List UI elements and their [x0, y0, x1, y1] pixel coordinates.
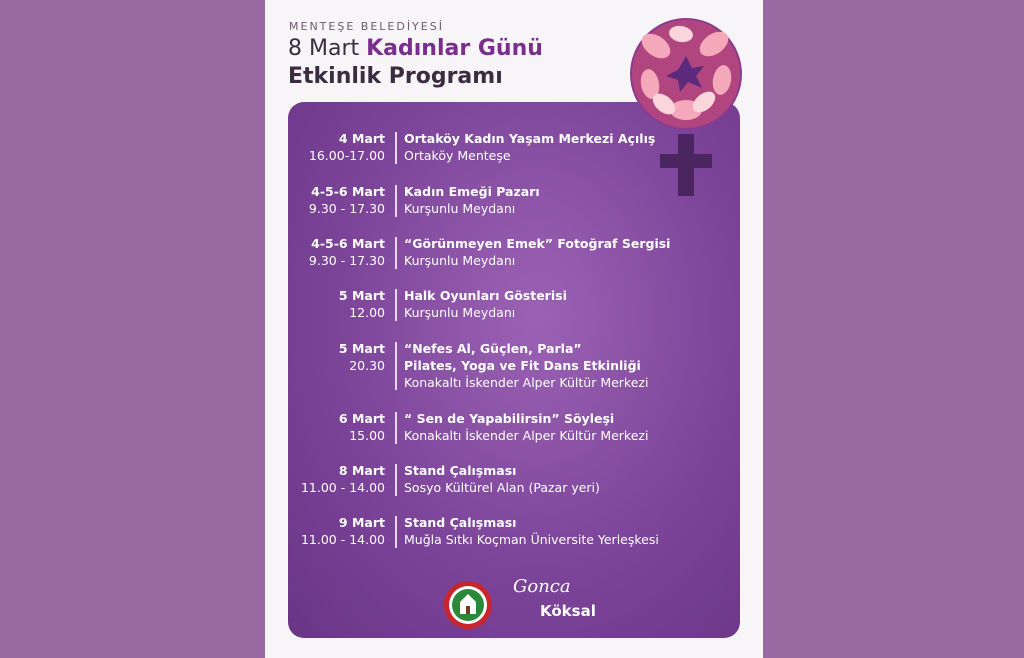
event-title: Halk Oyunları Gösterisi	[404, 288, 567, 303]
divider	[395, 237, 397, 269]
event-time: 15.00	[349, 428, 385, 443]
event-title: “Görünmeyen Emek” Fotoğraf Sergisi	[404, 236, 671, 251]
event-date: 5 Mart	[338, 341, 385, 356]
page-subtitle: Etkinlik Programı	[288, 64, 503, 89]
event-date: 9 Mart	[338, 515, 385, 530]
event-title: Ortaköy Kadın Yaşam Merkezi Açılış	[404, 131, 656, 146]
signature-script: Gonca	[513, 576, 571, 597]
event-row	[288, 462, 740, 498]
event-date: 4-5-6 Mart	[311, 236, 385, 251]
title-prefix: 8 Mart	[288, 36, 360, 61]
event-title: Stand Çalışması	[404, 463, 517, 478]
event-date: 5 Mart	[338, 288, 385, 303]
event-place: Muğla Sıtkı Koçman Üniversite Yerleşkesi	[404, 532, 659, 547]
page-title	[288, 36, 543, 61]
event-row	[288, 235, 740, 271]
event-title: Kadın Emeği Pazarı	[404, 184, 540, 199]
event-row	[288, 514, 740, 550]
event-place: Kurşunlu Meydanı	[404, 201, 516, 216]
divider	[395, 464, 397, 496]
event-date: 8 Mart	[338, 463, 385, 478]
women-symbol-icon	[626, 14, 746, 204]
event-place: Konakaltı İskender Alper Kültür Merkezi	[404, 428, 649, 443]
divider	[395, 516, 397, 548]
event-place: Ortaköy Menteşe	[404, 148, 511, 163]
event-row	[288, 410, 740, 446]
event-date: 4 Mart	[338, 131, 385, 146]
event-time: 16.00-17.00	[308, 148, 385, 163]
event-title: Stand Çalışması	[404, 515, 517, 530]
event-time: 12.00	[349, 305, 385, 320]
event-place: Kurşunlu Meydanı	[404, 253, 516, 268]
divider	[395, 132, 397, 164]
title-accent: Kadınlar Günü	[366, 36, 543, 61]
event-time: 9.30 - 17.30	[308, 253, 385, 268]
event-title: “Nefes Al, Güçlen, Parla”	[404, 341, 582, 356]
event-subtitle: Pilates, Yoga ve Fit Dans Etkinliği	[404, 358, 641, 373]
divider	[395, 412, 397, 444]
event-time: 20.30	[349, 358, 385, 373]
event-place: Konakaltı İskender Alper Kültür Merkezi	[404, 375, 649, 390]
event-time: 9.30 - 17.30	[308, 201, 385, 216]
event-time: 11.00 - 14.00	[300, 532, 385, 547]
divider	[395, 342, 397, 390]
signature-name: Köksal	[540, 602, 596, 620]
divider	[395, 185, 397, 217]
municipality-seal-logo	[443, 580, 493, 630]
event-row	[288, 287, 740, 323]
event-row	[288, 183, 740, 219]
event-date: 6 Mart	[338, 411, 385, 426]
event-title: “ Sen de Yapabilirsin” Söyleşi	[404, 411, 615, 426]
org-name: MENTEŞE BELEDİYESİ	[289, 20, 444, 33]
divider	[395, 289, 397, 321]
event-date: 4-5-6 Mart	[311, 184, 385, 199]
event-place: Kurşunlu Meydanı	[404, 305, 516, 320]
event-row	[288, 340, 740, 394]
event-row	[288, 130, 740, 166]
event-time: 11.00 - 14.00	[300, 480, 385, 495]
event-place: Sosyo Kültürel Alan (Pazar yeri)	[404, 480, 600, 495]
